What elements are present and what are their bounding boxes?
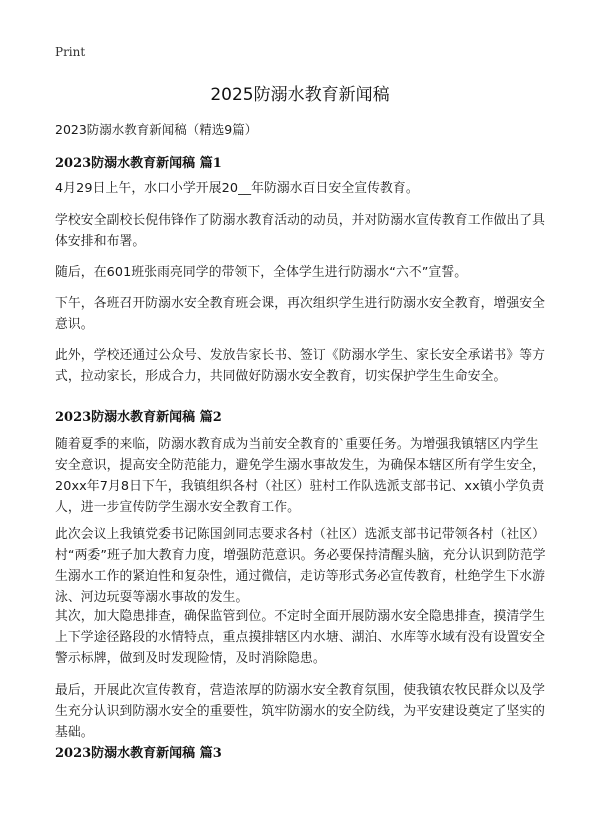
- section-heading-3: 2023防溺水教育新闻稿 篇3: [55, 746, 222, 761]
- paragraph: 此外，学校还通过公众号、发放告家长书、签订《防溺水学生、家长安全承诺书》等方式，拉动家长，形成合力，共同做好防溺水安全教育，切实保护学生生命安全。: [55, 348, 546, 384]
- paragraph: 4月29日上午，水口小学开展20__年防溺水百日安全宣传教育。: [55, 181, 419, 196]
- paragraph: 随后，在601班张雨亮同学的带领下，全体学生进行防溺水“六不”宣誓。: [55, 265, 468, 280]
- paragraph: 下午，各班召开防溺水安全教育班会课，再次组织学生进行防溺水安全教育，增强安全意识。: [55, 296, 546, 332]
- paragraph: 随着夏季的来临，防溺水教育成为当前安全教育的`重要任务。为增强我镇辖区内学生安全意识，提高安全防范能力，避免学生溺水事故发生，为确保本辖区所有学生安全，20xx年7月8日下午，我镇组织各村（社区）驻村工作队选派支部书记、xx镇小学负责人，进一步宣传防学生溺水安全教育工作。: [55, 437, 546, 515]
- page-title: 2025防溺水教育新闻稿: [210, 85, 390, 105]
- paragraph: 最后，开展此次宣传教育，营造浓厚的防溺水安全教育氛围，使我镇农牧民群众以及学生充分认识到防溺水安全的重要性，筑牢防溺水的安全防线，为平安建设奠定了坚实的基础。: [55, 683, 546, 740]
- print-label[interactable]: Print: [55, 45, 86, 59]
- paragraph: 学校安全副校长倪伟锋作了防溺水教育活动的动员，并对防溺水宣传教育工作做出了具体安排和布署。: [55, 213, 546, 249]
- paragraph: 此次会议上我镇党委书记陈国剑同志要求各村（社区）选派支部书记带领各村（社区）村“两委”班子加大教育力度，增强防范意识。务必要保持清醒头脑，充分认识到防范学生溺水工作的紧迫性和复杂性，通过微信，走访等形式务必宣传教育，杜绝学生下水游泳、河边玩耍等溺水事故的发生。: [55, 527, 546, 605]
- paragraph: 其次，加大隐患排查，确保监管到位。不定时全面开展防溺水安全隐患排查，摸清学生上下学途径路段的水情特点，重点摸排辖区内水塘、湖泊、水库等水域有没有设置安全警示标牌，做到及时发现险情，及时消除隐患。: [55, 609, 546, 666]
- section-heading-1: 2023防溺水教育新闻稿 篇1: [55, 156, 222, 171]
- document-subtitle: 2023防溺水教育新闻稿（精选9篇）: [55, 122, 258, 137]
- section-heading-2: 2023防溺水教育新闻稿 篇2: [55, 410, 222, 425]
